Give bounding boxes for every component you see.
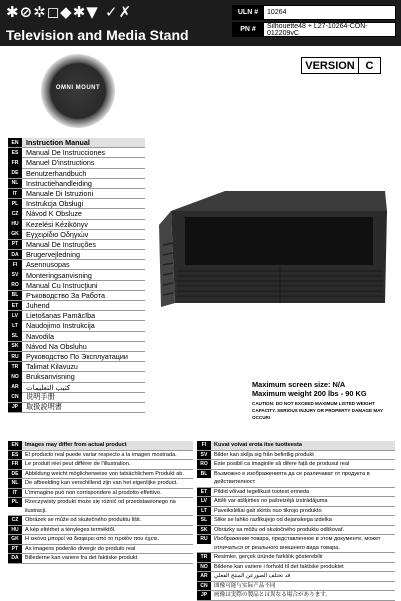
language-text: Monteringsanvisning — [26, 270, 92, 280]
omnimount-logo — [41, 54, 115, 128]
language-code: EN — [8, 138, 22, 148]
language-code: PL — [8, 498, 22, 507]
weight-warning — [252, 380, 398, 421]
language-text: Manuale Di Istruzioni — [26, 189, 94, 199]
pn-label: PN # — [232, 22, 264, 37]
uln-value: 10264 — [264, 5, 396, 20]
language-code: PT — [8, 545, 22, 554]
disclaimer-row — [197, 507, 395, 517]
language-code: ES — [8, 148, 22, 158]
disclaimer-row — [8, 516, 193, 526]
language-text: Obrázky sa môžu od skutočného produktu odlišovať. — [214, 526, 345, 533]
page-title: Television and Media Stand — [6, 27, 189, 43]
language-code: LV — [197, 497, 211, 506]
language-code: FI — [8, 260, 22, 270]
language-text: كتيب التعليمات — [26, 382, 71, 392]
version-code: C — [359, 57, 381, 74]
product-id-block — [232, 5, 396, 39]
max-screen-size: Maximum screen size: N/A — [252, 380, 346, 389]
language-text: Manual De Instruções — [26, 239, 96, 249]
language-text: Bilder kan skilja sig från befintlig produkt — [214, 451, 314, 458]
language-code: SL — [8, 331, 22, 341]
language-text: قد تختلف الصورعن المنتج الفعلي — [214, 573, 291, 579]
language-code: DA — [8, 250, 22, 260]
caution-text: CAUTION: DO NOT EXCEED MAXIMUM LISTED WEIGHT CAPACITY. SERIOUS INJURY OR PROPERTY DAMAGE MAY OCCUR! — [252, 401, 384, 420]
stand-top — [171, 191, 387, 211]
language-text: Instruction Manual — [26, 138, 90, 148]
language-code: NO — [8, 372, 22, 382]
language-code: FR — [8, 460, 22, 469]
language-text: Talimat Kilavuzu — [26, 362, 78, 372]
language-code: IT — [8, 189, 22, 199]
language-text: Obrázek se může od skutečného produktu lišit. — [25, 517, 142, 523]
language-row — [8, 138, 145, 148]
language-text: Kuvat voivat erota itse tuotteesta — [214, 442, 302, 448]
disclaimer-row — [197, 497, 395, 507]
language-text: 说明手册 — [26, 392, 55, 402]
disclaimer-list-left — [8, 441, 193, 564]
language-code: DA — [8, 554, 22, 563]
disclaimer-row — [8, 460, 193, 470]
language-code: CZ — [8, 516, 22, 525]
disclaimer-row — [197, 451, 395, 461]
language-code: RO — [197, 460, 211, 469]
language-row — [8, 342, 145, 352]
language-code: PL — [8, 199, 22, 209]
language-code: CN — [8, 392, 22, 402]
language-code: SV — [197, 451, 211, 460]
pn-value: Silhouette48 + L27-10264-CON-012209vC — [264, 22, 396, 37]
language-code: LT — [197, 507, 211, 516]
language-text: 画像は実際の製品とは異なる場合があります。 — [214, 592, 332, 598]
language-text: Billederne kan variere fra det faktiske produkt — [25, 555, 138, 561]
language-code: AR — [8, 382, 22, 392]
language-code: IT — [8, 489, 22, 498]
language-row — [8, 332, 145, 342]
disclaimer-row — [197, 470, 395, 488]
language-row — [8, 189, 145, 199]
language-row — [8, 270, 145, 280]
language-text: Instrukcja Obsługi — [26, 199, 84, 209]
language-text: Brugervejledning — [26, 250, 80, 260]
language-row — [8, 148, 145, 158]
language-code: JP — [8, 403, 22, 413]
language-row — [8, 230, 145, 240]
language-text: 图像可能与实际产品不同 — [214, 582, 276, 589]
disclaimer-row — [197, 591, 395, 601]
disclaimer-row — [8, 554, 193, 564]
language-code: SK — [8, 342, 22, 352]
version-box — [301, 57, 381, 74]
language-text: Instructiehandleiding — [26, 178, 92, 188]
logo-text: OMNI MOUNT — [55, 85, 101, 91]
language-row — [8, 383, 145, 393]
language-text: A kép eltérhet a tényleges terméktől. — [25, 526, 116, 533]
language-code: LT — [8, 321, 22, 331]
language-row — [8, 372, 145, 382]
language-text: Възможно е изображенията да се различават от продукта в действителност — [214, 470, 370, 485]
uln-row — [232, 5, 396, 20]
language-code: TR — [8, 362, 22, 372]
language-text: Lietošanas Pamācība — [26, 311, 96, 321]
language-code: FR — [8, 158, 22, 168]
language-row — [8, 260, 145, 270]
disclaimer-row — [8, 498, 193, 516]
warning-symbols-icon: ✱⊘✲◻◆✱▼ ✓✗ — [6, 3, 133, 21]
language-code: RU — [8, 352, 22, 362]
language-code: PT — [8, 240, 22, 250]
language-text: Attēli var atšķirties no pašreizējā izstrādājuma — [214, 498, 328, 504]
language-text: Navodila — [26, 331, 54, 341]
language-code: AR — [197, 572, 211, 581]
language-row — [8, 158, 145, 168]
language-text: Asennusopas — [26, 260, 70, 270]
disclaimer-row — [8, 441, 193, 451]
language-code: JP — [197, 591, 211, 600]
disclaimer-row — [8, 489, 193, 499]
disclaimer-row — [197, 563, 395, 573]
language-text: El producto real puede variar respecto a la imagen mostrada. — [25, 451, 177, 458]
language-text: Ръководство За Работа — [26, 290, 105, 300]
language-text: L'immagine può non corrispondere al prodotto effettivo. — [25, 489, 162, 496]
language-row — [8, 362, 145, 372]
language-row — [8, 169, 145, 179]
language-text: Η εικόνα μπορεί να διαφέρει από το προϊόν που έχετε. — [25, 536, 160, 542]
disclaimer-row — [197, 488, 395, 498]
language-text: Manual Cu Instrucţiuni — [26, 280, 98, 290]
language-text: Slike se lahko razlikujejo od dejanskega izdelka — [214, 517, 332, 523]
disclaimer-row — [197, 460, 395, 470]
language-list — [8, 138, 145, 413]
max-weight: Maximum weight 200 lbs - 90 KG — [252, 389, 367, 398]
disclaimer-row — [197, 516, 395, 526]
language-text: Este posibil ca imaginile să difere față de produsul real — [214, 461, 350, 467]
language-text: Le produit réel peut différer de l'illustration. — [25, 461, 131, 467]
disclaimer-row — [197, 526, 395, 536]
disclaimer-row — [197, 535, 395, 553]
language-text: Abbildung weicht möglicherweise von tatsächlichem Produkt ab. — [25, 470, 184, 477]
language-code: TR — [197, 553, 211, 562]
language-code: RO — [8, 280, 22, 290]
stand-glass-panel — [185, 217, 373, 265]
language-code: EN — [8, 441, 22, 450]
disclaimer-row — [197, 582, 395, 592]
language-text: Pildid võivad tegelikust tootest erineda — [214, 488, 310, 495]
language-row — [8, 179, 145, 189]
language-row — [8, 250, 145, 260]
language-row — [8, 199, 145, 209]
disclaimer-row — [8, 545, 193, 555]
language-text: Rzeczywisty produkt może się różnić od przedstawionego na ilustracji. — [25, 499, 176, 514]
language-code: CN — [197, 582, 211, 591]
language-text: De afbeelding kan verschillend zijn van het eigenlijke product. — [25, 480, 178, 486]
language-row — [8, 209, 145, 219]
language-text: Resimler, gerçek üründe farklılık gösterebilir — [214, 554, 323, 560]
language-code: HU — [8, 219, 22, 229]
language-code: GK — [8, 229, 22, 239]
language-code: ET — [197, 488, 211, 497]
disclaimer-row — [8, 479, 193, 489]
language-text: Εγχειρίδιο Οδηγιών — [26, 229, 89, 239]
disclaimer-row — [197, 572, 395, 582]
language-code: RU — [197, 535, 211, 544]
language-code: DE — [8, 470, 22, 479]
disclaimer-row — [8, 526, 193, 536]
language-text: Návod Na Obsluhu — [26, 341, 87, 351]
language-row — [8, 301, 145, 311]
language-row — [8, 321, 145, 331]
language-code: SL — [197, 516, 211, 525]
language-row — [8, 291, 145, 301]
language-code: LV — [8, 311, 22, 321]
disclaimer-row — [197, 553, 395, 563]
language-text: Bruksanvisning — [26, 372, 75, 382]
version-label: VERSION — [301, 57, 359, 74]
language-code: DE — [8, 168, 22, 178]
language-text: Manual De Instrucciones — [26, 148, 106, 158]
disclaimer-row — [8, 470, 193, 480]
disclaimer-row — [8, 451, 193, 461]
language-row — [8, 393, 145, 403]
tv-stand-image — [155, 185, 393, 331]
language-text: Bildene kan variere i forhold til det faktiske produktet — [214, 563, 344, 570]
language-text: Руководство По Эксплуатации — [26, 352, 128, 362]
language-row — [8, 281, 145, 291]
language-code: HU — [8, 526, 22, 535]
language-code: BL — [8, 291, 22, 301]
language-text: Benutzerhandbuch — [26, 168, 87, 178]
language-text: Paveikslėliai gali skirtis nuo tikrojo produkto — [214, 507, 322, 514]
disclaimer-row — [8, 535, 193, 545]
language-text: Návod K Obsluze — [26, 209, 82, 219]
language-code: SV — [8, 270, 22, 280]
language-row — [8, 311, 145, 321]
language-code: SK — [197, 526, 211, 535]
header-bar — [0, 0, 401, 46]
language-code: GK — [8, 535, 22, 544]
language-text: As imagens poderão divergir do produto real — [25, 545, 136, 552]
disclaimer-row — [197, 441, 395, 451]
language-text: Images may differ from actual product — [25, 442, 127, 448]
language-text: Изображение товара, представленное в этом документе, может отличаться от реального внешнего вида товара. — [214, 536, 381, 551]
language-code: FI — [197, 441, 211, 450]
language-code: ES — [8, 451, 22, 460]
language-code: BL — [197, 470, 211, 479]
language-row — [8, 240, 145, 250]
language-text: Naudojimo Instrukcija — [26, 321, 95, 331]
uln-label: ULN # — [232, 5, 264, 20]
language-text: Kezelési Kézikönyv — [26, 219, 88, 229]
language-code: ET — [8, 301, 22, 311]
language-code: NL — [8, 479, 22, 488]
language-text: 取扱説明書 — [26, 402, 62, 412]
language-row — [8, 220, 145, 230]
language-text: Juhend — [26, 301, 50, 311]
language-text: Manuel D'instructions — [26, 158, 95, 168]
pn-row — [232, 22, 396, 37]
language-code: NO — [197, 563, 211, 572]
language-code: NL — [8, 179, 22, 189]
language-row — [8, 352, 145, 362]
language-row — [8, 403, 145, 413]
language-code: CZ — [8, 209, 22, 219]
disclaimer-list-right — [197, 441, 395, 601]
